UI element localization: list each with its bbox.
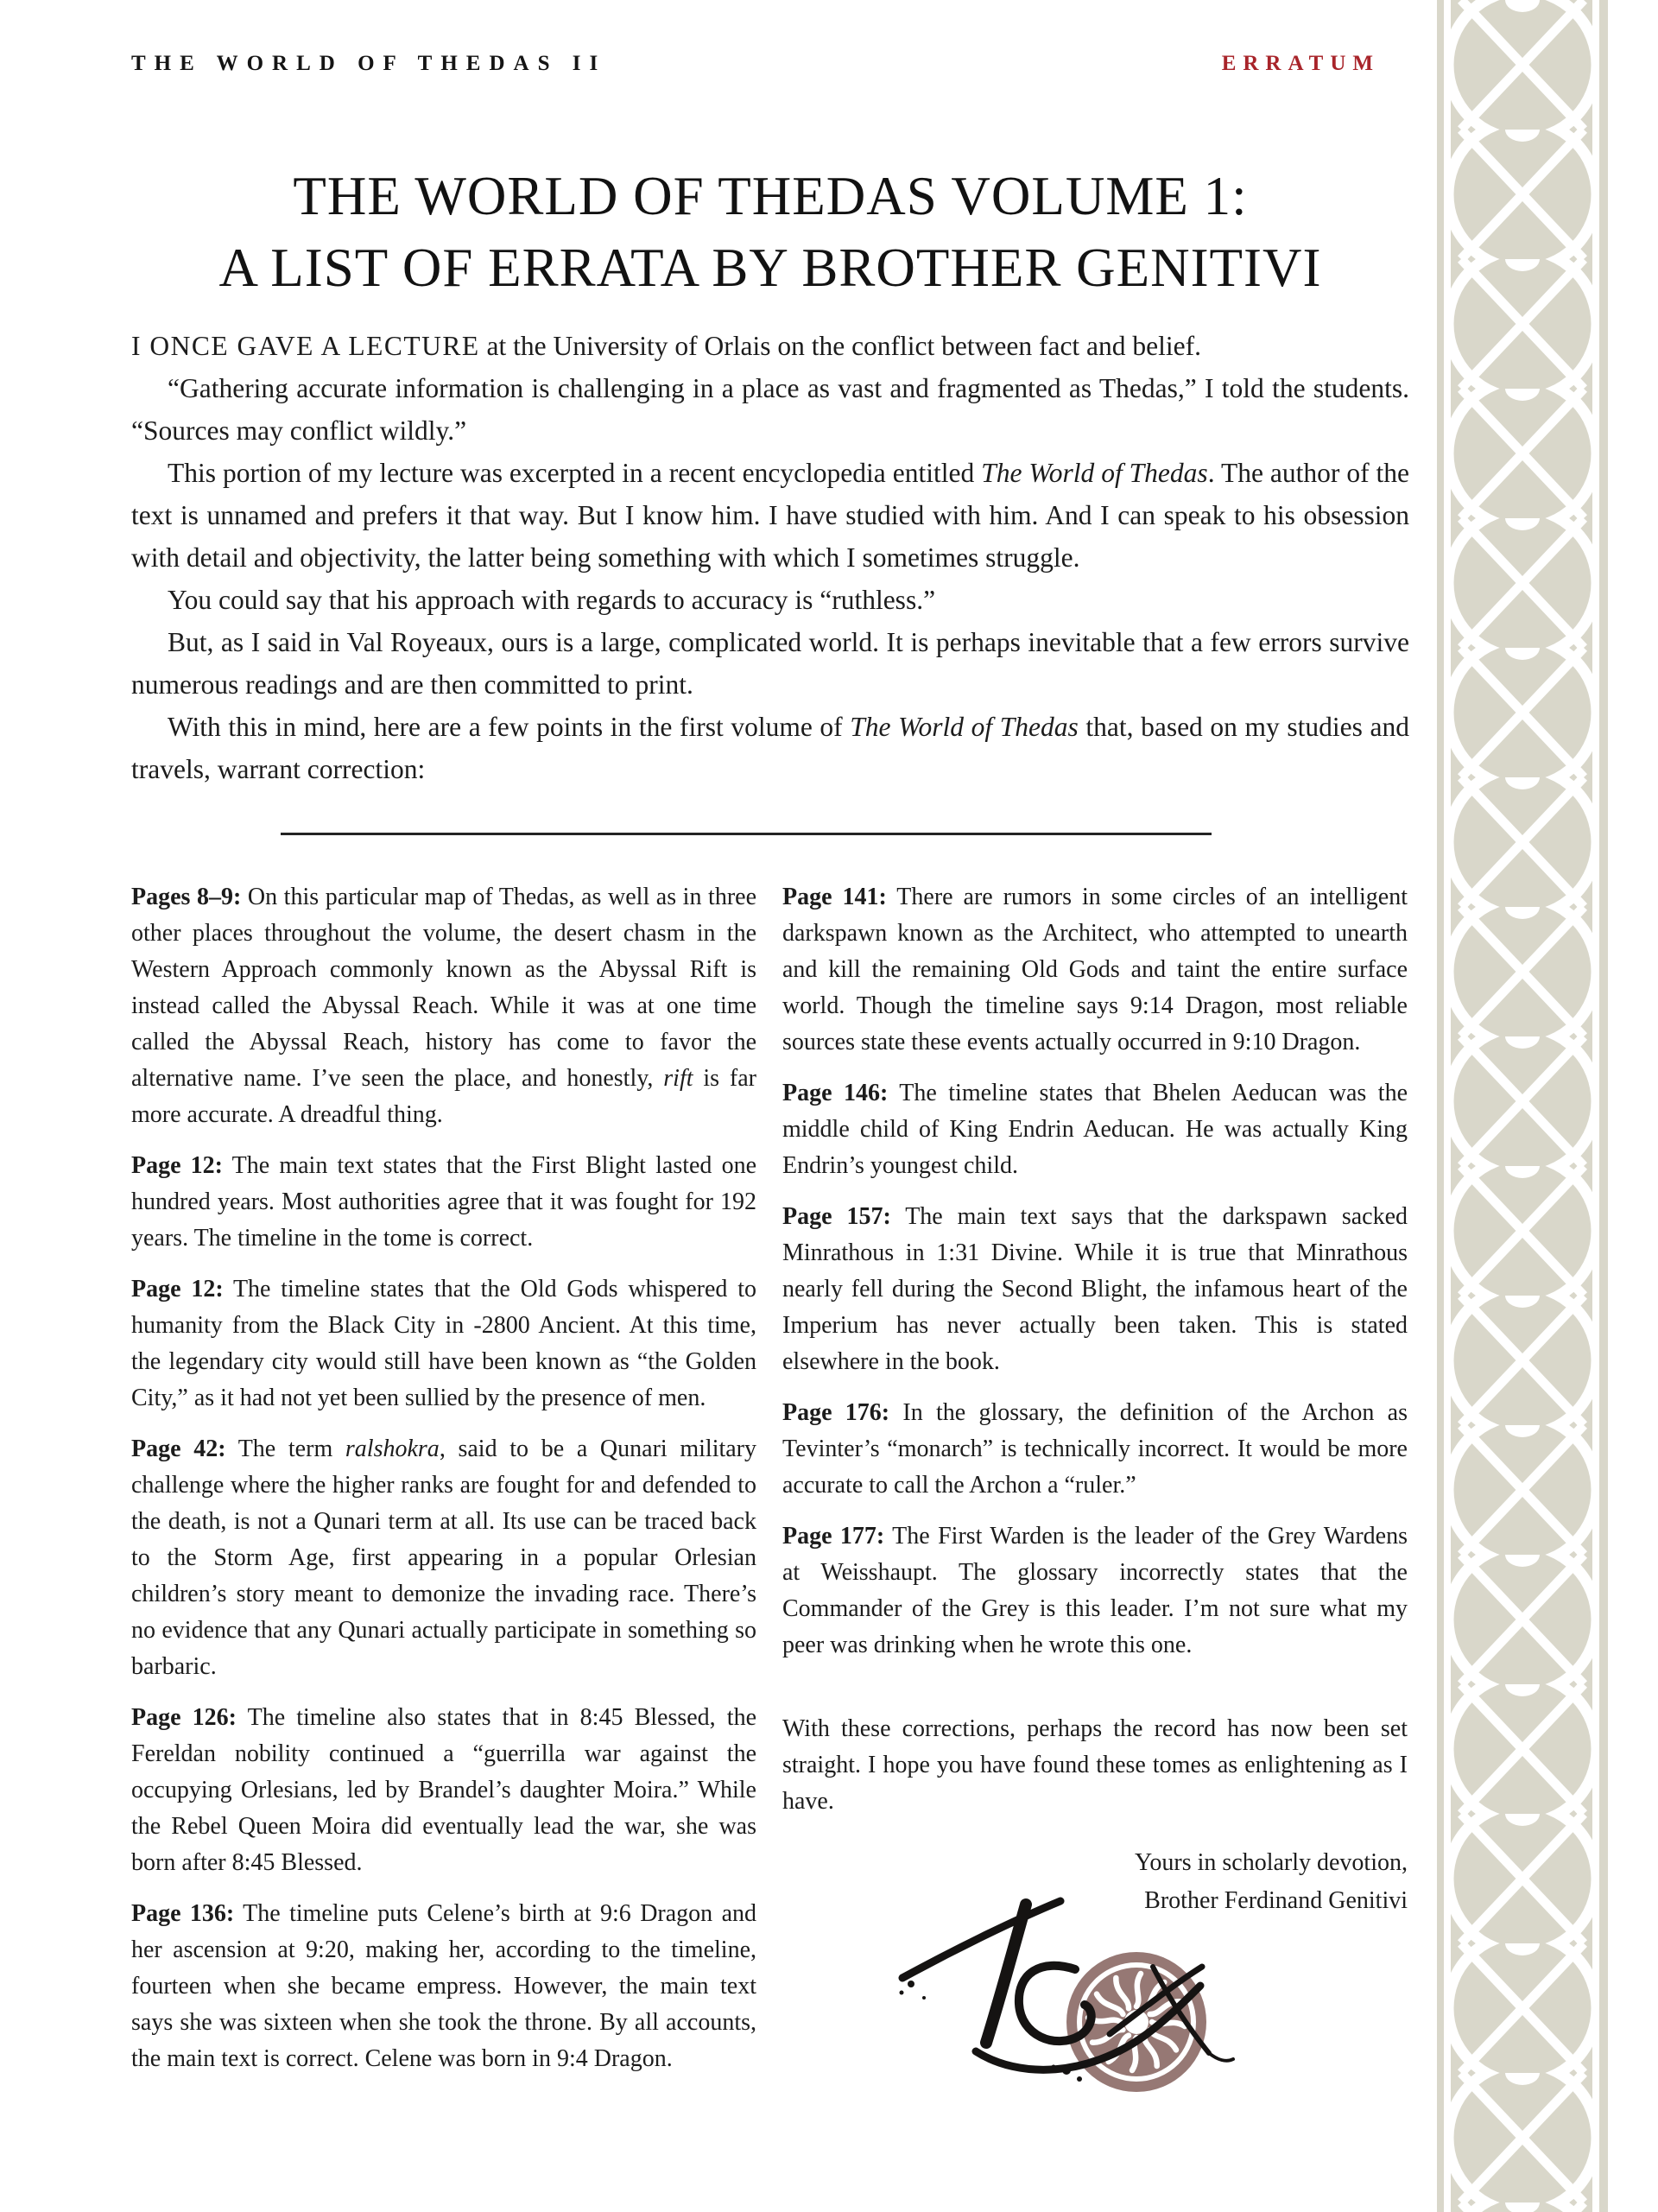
text-segment: . The author of the text is unnamed and prefers it that way. But I know him. I have studied with him. And I can speak to his obsession with detail and objectivity, the latter being something with which I sometimes struggle. (131, 458, 1410, 573)
text-segment: The timeline states that the Old Gods whispered to humanity from the Black City in -2800 Ancient. At this time, the legendary city would still have been known as “the Golden City,” as it had not yet been sullied by the presence of men. (131, 1276, 756, 1411)
errata-entry (782, 1075, 1408, 1184)
text-segment: at the University of Orlais on the conflict between fact and belief. (479, 331, 1201, 361)
text-segment: The main text states that the First Blight lasted one hundred years. Most authorities agree that it was fought for 192 years. The timeline in the tome is correct. (131, 1152, 756, 1252)
intro-paragraph (131, 325, 1409, 367)
errata-entry (782, 879, 1408, 1061)
intro-paragraph (131, 621, 1409, 706)
errata-entry (131, 1431, 756, 1685)
errata-entry-page-label: Page 146: (782, 1080, 889, 1106)
errata-column-right (782, 879, 1408, 1920)
errata-entry-page-label: Page 12: (131, 1152, 224, 1179)
text-segment: This portion of my lecture was excerpted in a recent encyclopedia entitled (168, 458, 982, 488)
text-segment: The First Warden is the leader of the Grey Wardens at Weisshaupt. The glossary incorrectly states that the Commander of the Grey is this leader. I’m not sure what my peer was drinking when he wrote this one. (782, 1523, 1408, 1658)
errata-entry-page-label: Page 126: (131, 1704, 237, 1731)
page-title (131, 161, 1409, 304)
errata-entry-page-label: Page 141: (782, 884, 887, 910)
text-segment: In the glossary, the definition of the Archon as Tevinter’s “monarch” is technically incorrect. It would be more accurate to call the Archon a “ruler.” (782, 1399, 1408, 1499)
errata-entry (131, 1896, 756, 2077)
intro-paragraph (131, 579, 1409, 621)
errata-entry (131, 1148, 756, 1257)
text-segment: that, based on my studies and travels, warrant correction: (131, 712, 1409, 784)
errata-entry (131, 879, 756, 1133)
italic-term: rift (663, 1065, 693, 1092)
section-divider-rule (281, 833, 1212, 835)
text-segment: The timeline states that Bhelen Aeducan was the middle child of King Endrin Aeducan. He was actually King Endrin’s youngest child. (782, 1080, 1408, 1179)
errata-entry (782, 1395, 1408, 1504)
text-segment: But, as I said in Val Royeaux, ours is a large, complicated world. It is perhaps inevitable that a few errors survive numerous readings and are then committed to print. (131, 627, 1409, 700)
text-segment: On this particular map of Thedas, as well as in three other places throughout the volume, the desert chasm in the Western Approach commonly known as the Abyssal Rift is instead called the Abyssal Reach. While it was at one time called the Abyssal Reach, history has come to favor the alternative name. I’ve seen the place, and honestly, (131, 884, 756, 1092)
errata-entry (782, 1518, 1408, 1664)
text-segment: The main text says that the darkspawn sacked Minrathous in 1:31 Divine. While it is true that Minrathous nearly fell during the Second Blight, the infamous heart of the Imperium has never actually been taken. This is stated elsewhere in the book. (782, 1203, 1408, 1375)
running-header-section: ERRATUM (1221, 52, 1380, 75)
errata-entry-page-label: Page 177: (782, 1523, 885, 1550)
errata-entry-page-label: Page 157: (782, 1203, 891, 1230)
errata-entry-page-label: Pages 8–9: (131, 884, 242, 910)
italic-term: The World of Thedas (981, 458, 1208, 488)
text-segment: is far more accurate. A dreadful thing. (131, 1065, 756, 1128)
errata-entry (131, 1271, 756, 1417)
intro-paragraph (131, 706, 1409, 790)
closing-paragraph: With these corrections, perhaps the record has now been set straight. I hope you have found these tomes as enlightening as I have. (782, 1715, 1408, 1815)
running-header-book-title: THE WORLD OF THEDAS II (131, 52, 607, 75)
text-segment: You could say that his approach with regards to accuracy is “ruthless.” (168, 585, 936, 615)
genitivi-signature (889, 1887, 1235, 2120)
text-segment: There are rumors in some circles of an intelligent darkspawn known as the Architect, who attempted to unearth and kill the remaining Old Gods and taint the entire surface world. Though the timeline says 9:14 Dragon, most reliable sources state these events actually occurred in 9:10 Dragon. (782, 884, 1408, 1055)
errata-entry-page-label: Page 12: (131, 1276, 224, 1302)
text-segment: The timeline also states that in 8:45 Blessed, the Fereldan nobility continued a “guerrilla war against the occupying Orlesians, led by Brandel’s daughter Moira.” While the Rebel Queen Moira did eventually lead the war, she was born after 8:45 Blessed. (131, 1704, 756, 1876)
text-segment: With this in mind, here are a few points in the first volume of (168, 712, 851, 742)
intro-text (131, 325, 1409, 790)
intro-lead-caps: I ONCE GAVE A LECTURE (131, 331, 480, 361)
text-segment: The term (225, 1436, 345, 1462)
errata-entry-page-label: Page 176: (782, 1399, 890, 1426)
signoff-line2: Brother Ferdinand Genitivi (1144, 1887, 1408, 1914)
page-title-line2: A LIST OF ERRATA BY BROTHER GENITIVI (218, 238, 1322, 298)
page-title-line1: THE WORLD OF THEDAS VOLUME 1: (293, 166, 1248, 226)
text-segment: “Gathering accurate information is challenging in a place as vast and fragmented as Thedas,” I told the students. “Sources may conflict wildly.” (131, 373, 1409, 446)
errata-entry-page-label: Page 136: (131, 1900, 235, 1927)
intro-paragraph (131, 367, 1409, 452)
errata-entry (131, 1700, 756, 1881)
italic-term: ralshokra (345, 1436, 440, 1462)
intro-paragraph (131, 452, 1409, 579)
text-segment: , said to be a Qunari military challenge where the higher ranks are fought for and defended to the death, is not a Qunari term at all. Its use can be traced back to the Storm Age, first appearing in a popular Orlesian children’s story meant to demonize the invading race. There’s no evidence that any Qunari actually participate in something so barbaric. (131, 1436, 757, 1680)
errata-entry (782, 1199, 1408, 1380)
italic-term: The World of Thedas (850, 712, 1079, 742)
text-segment: The timeline puts Celene’s birth at 9:6 Dragon and her ascension at 9:20, making her, according to the timeline, fourteen when she became empress. However, the main text says she was sixteen when she took the throne. By all accounts, the main text is correct. Celene was born in 9:4 Dragon. (131, 1900, 757, 2072)
errata-column-left (131, 879, 756, 2092)
errata-entry-page-label: Page 42: (131, 1436, 226, 1462)
decorative-border-strip (1437, 0, 1608, 2212)
signoff-line1: Yours in scholarly devotion, (1134, 1849, 1408, 1876)
